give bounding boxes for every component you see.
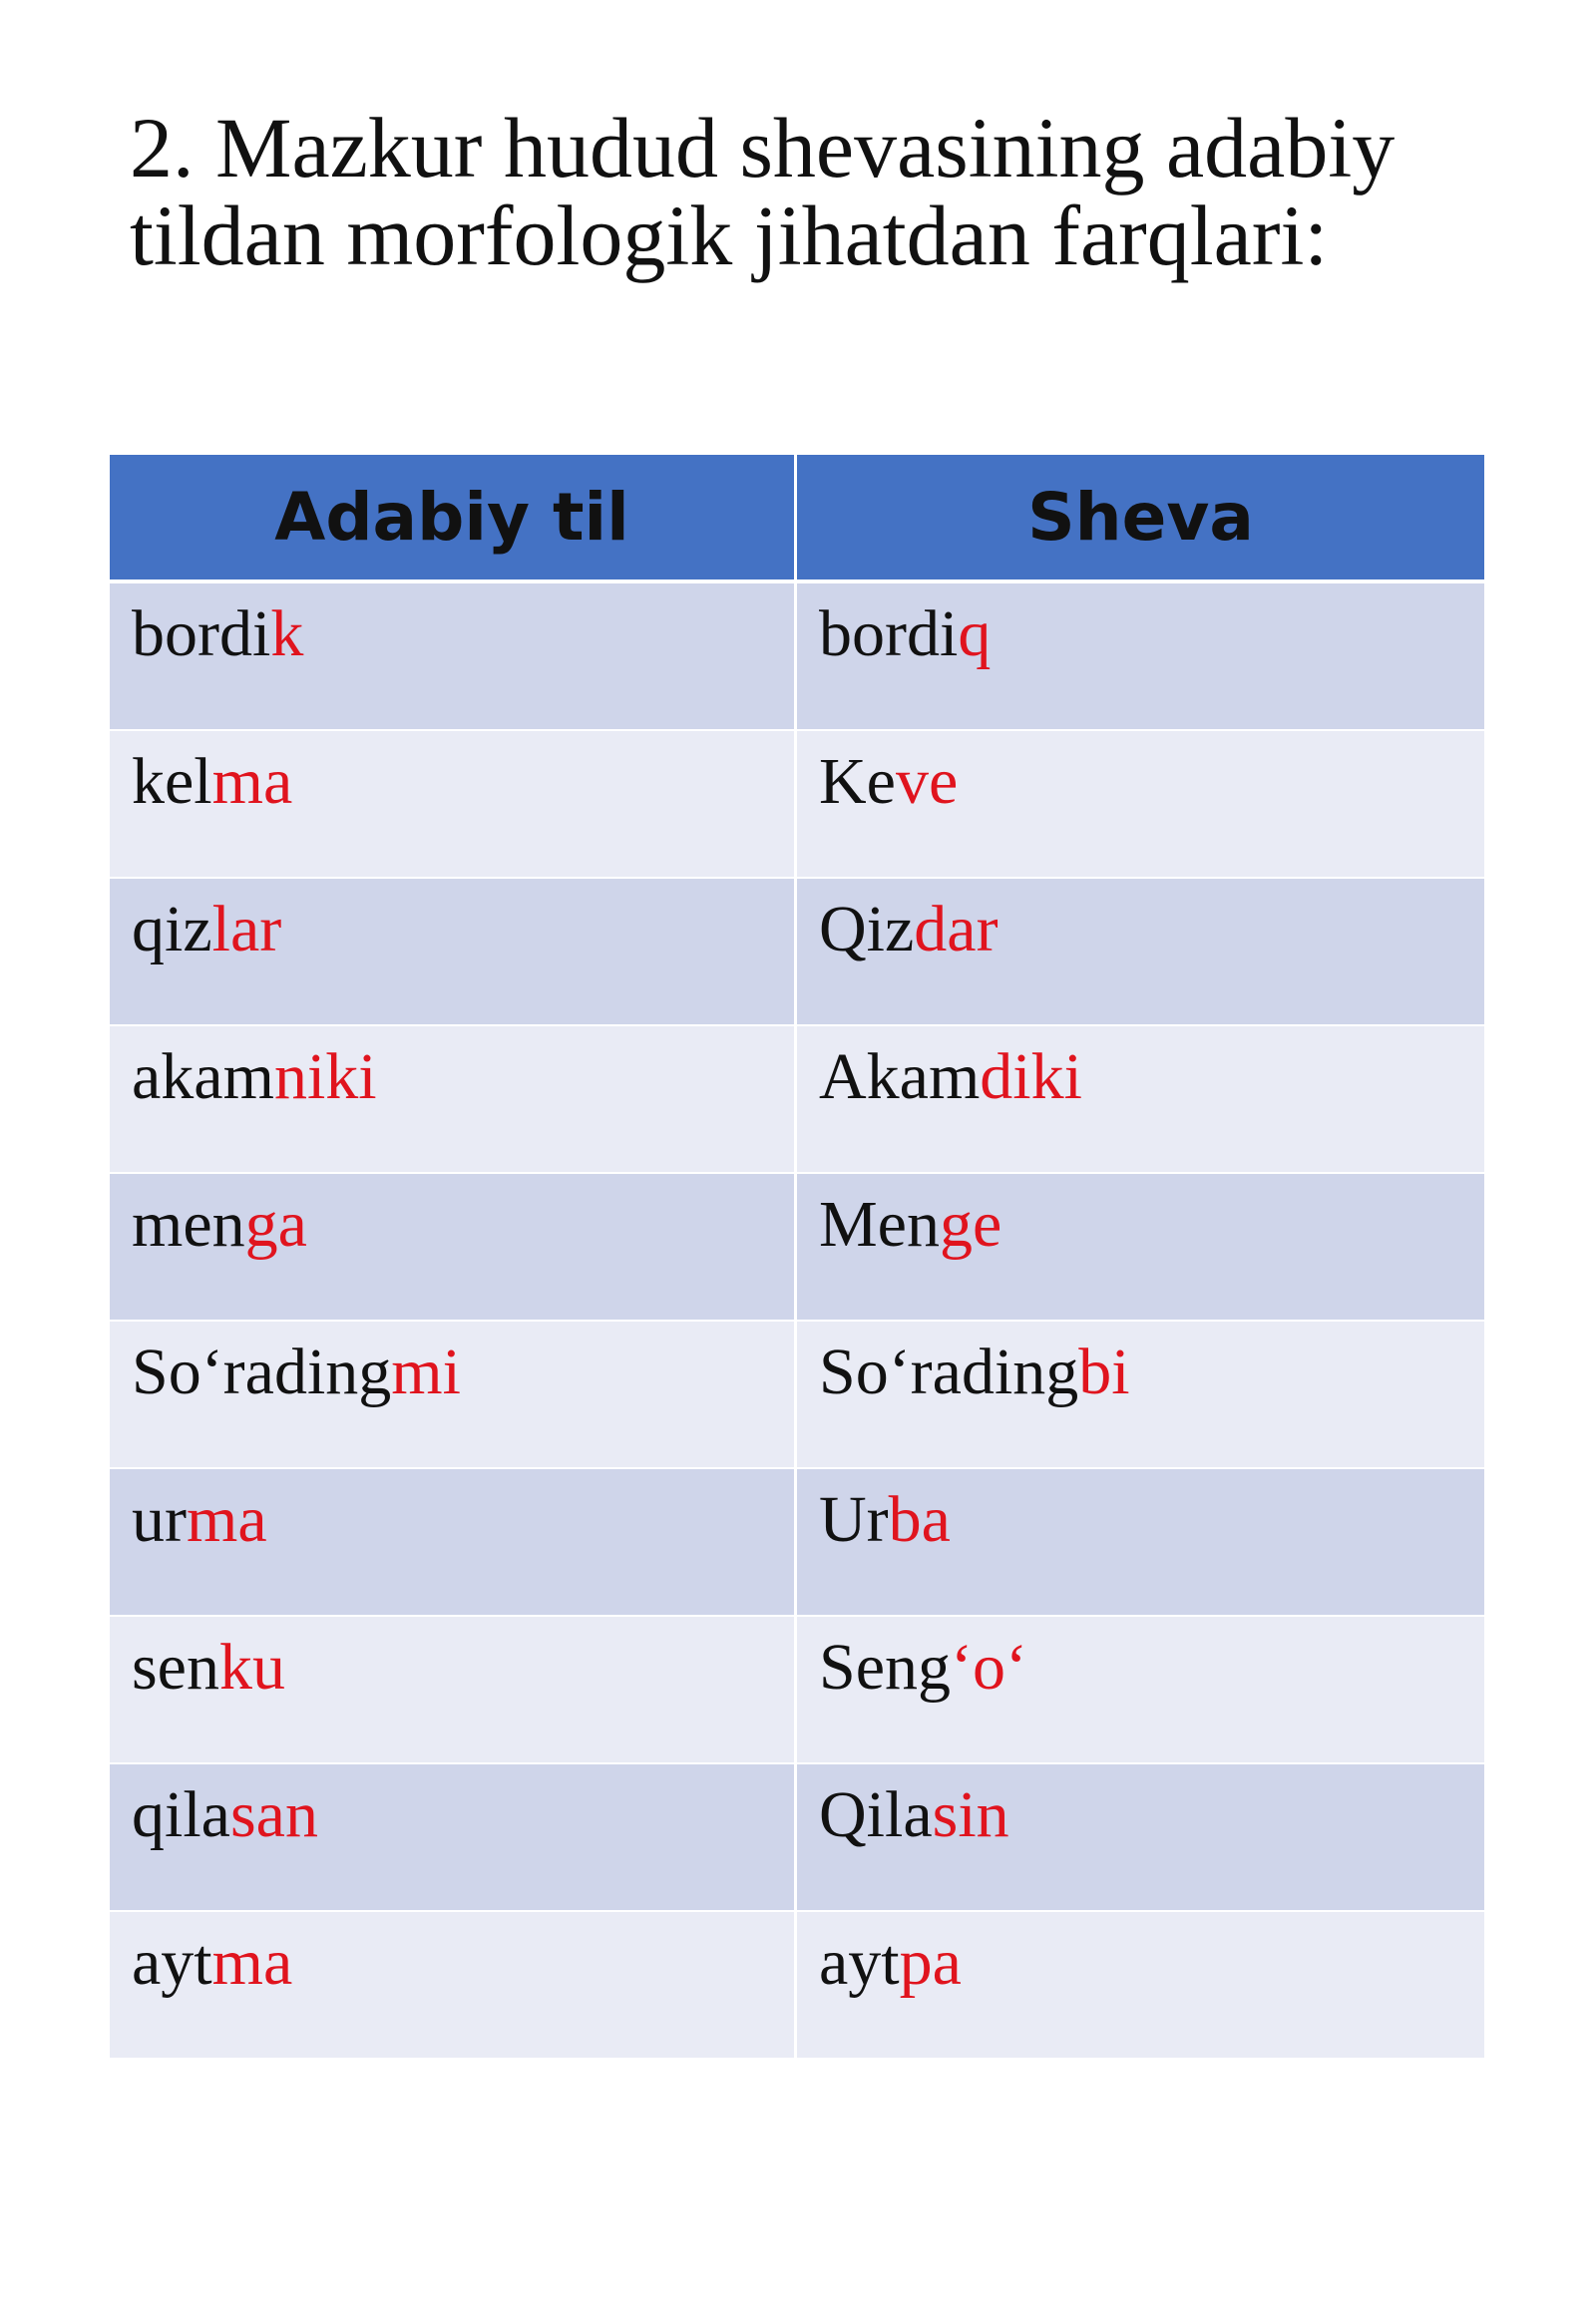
- cell-sheva: [797, 1026, 1484, 1174]
- word-suffix: diki: [980, 1040, 1082, 1113]
- word-stem: bordi: [819, 597, 959, 670]
- word-suffix: ma: [186, 1483, 267, 1556]
- word-suffix: ma: [211, 1926, 293, 1999]
- word-suffix: mi: [391, 1336, 461, 1408]
- word-stem: qiz: [132, 893, 212, 965]
- word-suffix: ku: [218, 1631, 285, 1704]
- table-row: [110, 1174, 1484, 1322]
- word-stem: qila: [132, 1778, 230, 1851]
- word-suffix: dar: [914, 893, 998, 965]
- table-header-row: [110, 455, 1484, 583]
- cell-adabiy: [110, 1174, 797, 1322]
- word-stem: akam: [132, 1040, 274, 1113]
- cell-sheva: [797, 1469, 1484, 1617]
- word-suffix: k: [270, 597, 304, 670]
- cell-sheva: [797, 1764, 1484, 1912]
- cell-adabiy: [110, 879, 797, 1026]
- word-suffix: ve: [895, 745, 959, 818]
- word-stem: Akam: [819, 1040, 981, 1113]
- header-adabiy-til: Adabiy til: [110, 455, 797, 583]
- word-stem: Qiz: [819, 893, 915, 965]
- table-row: [110, 879, 1484, 1026]
- word-suffix: san: [229, 1778, 318, 1851]
- word-stem: ur: [132, 1483, 187, 1556]
- cell-sheva: [797, 583, 1484, 731]
- word-stem: kel: [132, 745, 212, 818]
- cell-sheva: [797, 1912, 1484, 2060]
- cell-sheva: [797, 1174, 1484, 1322]
- word-stem: Men: [819, 1188, 940, 1261]
- word-suffix: ‘o‘: [951, 1631, 1027, 1704]
- word-suffix: sin: [932, 1778, 1009, 1851]
- word-suffix: niki: [273, 1040, 377, 1113]
- word-stem: So‘rading: [132, 1336, 392, 1408]
- word-suffix: lar: [211, 893, 282, 965]
- word-suffix: ba: [888, 1483, 951, 1556]
- cell-adabiy: [110, 1469, 797, 1617]
- word-stem: Ke: [819, 745, 896, 818]
- cell-sheva: [797, 1322, 1484, 1469]
- table-row: [110, 583, 1484, 731]
- word-suffix: ga: [244, 1188, 307, 1261]
- word-stem: bordi: [132, 597, 271, 670]
- word-stem: Ur: [819, 1483, 889, 1556]
- table-row: [110, 1469, 1484, 1617]
- word-suffix: pa: [899, 1926, 962, 1999]
- word-suffix: ge: [939, 1188, 1002, 1261]
- cell-sheva: [797, 1617, 1484, 1764]
- header-sheva: Sheva: [797, 455, 1484, 583]
- cell-adabiy: [110, 731, 797, 879]
- word-stem: men: [132, 1188, 245, 1261]
- word-stem: So‘rading: [819, 1336, 1079, 1408]
- table-row: [110, 1026, 1484, 1174]
- word-stem: sen: [132, 1631, 219, 1704]
- cell-adabiy: [110, 583, 797, 731]
- cell-adabiy: [110, 1026, 797, 1174]
- word-suffix: ma: [211, 745, 293, 818]
- table-row: [110, 731, 1484, 879]
- comparison-table: [110, 455, 1484, 2060]
- cell-adabiy: [110, 1617, 797, 1764]
- cell-adabiy: [110, 1912, 797, 2060]
- table-row: [110, 1764, 1484, 1912]
- cell-sheva: [797, 879, 1484, 1026]
- table-row: [110, 1322, 1484, 1469]
- cell-sheva: [797, 731, 1484, 879]
- word-stem: Qila: [819, 1778, 933, 1851]
- slide-title: 2. Mazkur hudud shevasining adabiy tildan morfologik jihatdan farqlari:: [130, 100, 1396, 283]
- word-stem: ayt: [819, 1926, 900, 1999]
- word-suffix: q: [958, 597, 992, 670]
- table-row: [110, 1617, 1484, 1764]
- cell-adabiy: [110, 1322, 797, 1469]
- word-suffix: bi: [1078, 1336, 1130, 1408]
- word-stem: ayt: [132, 1926, 212, 1999]
- word-stem: Seng: [819, 1631, 951, 1704]
- table-row: [110, 1912, 1484, 2060]
- cell-adabiy: [110, 1764, 797, 1912]
